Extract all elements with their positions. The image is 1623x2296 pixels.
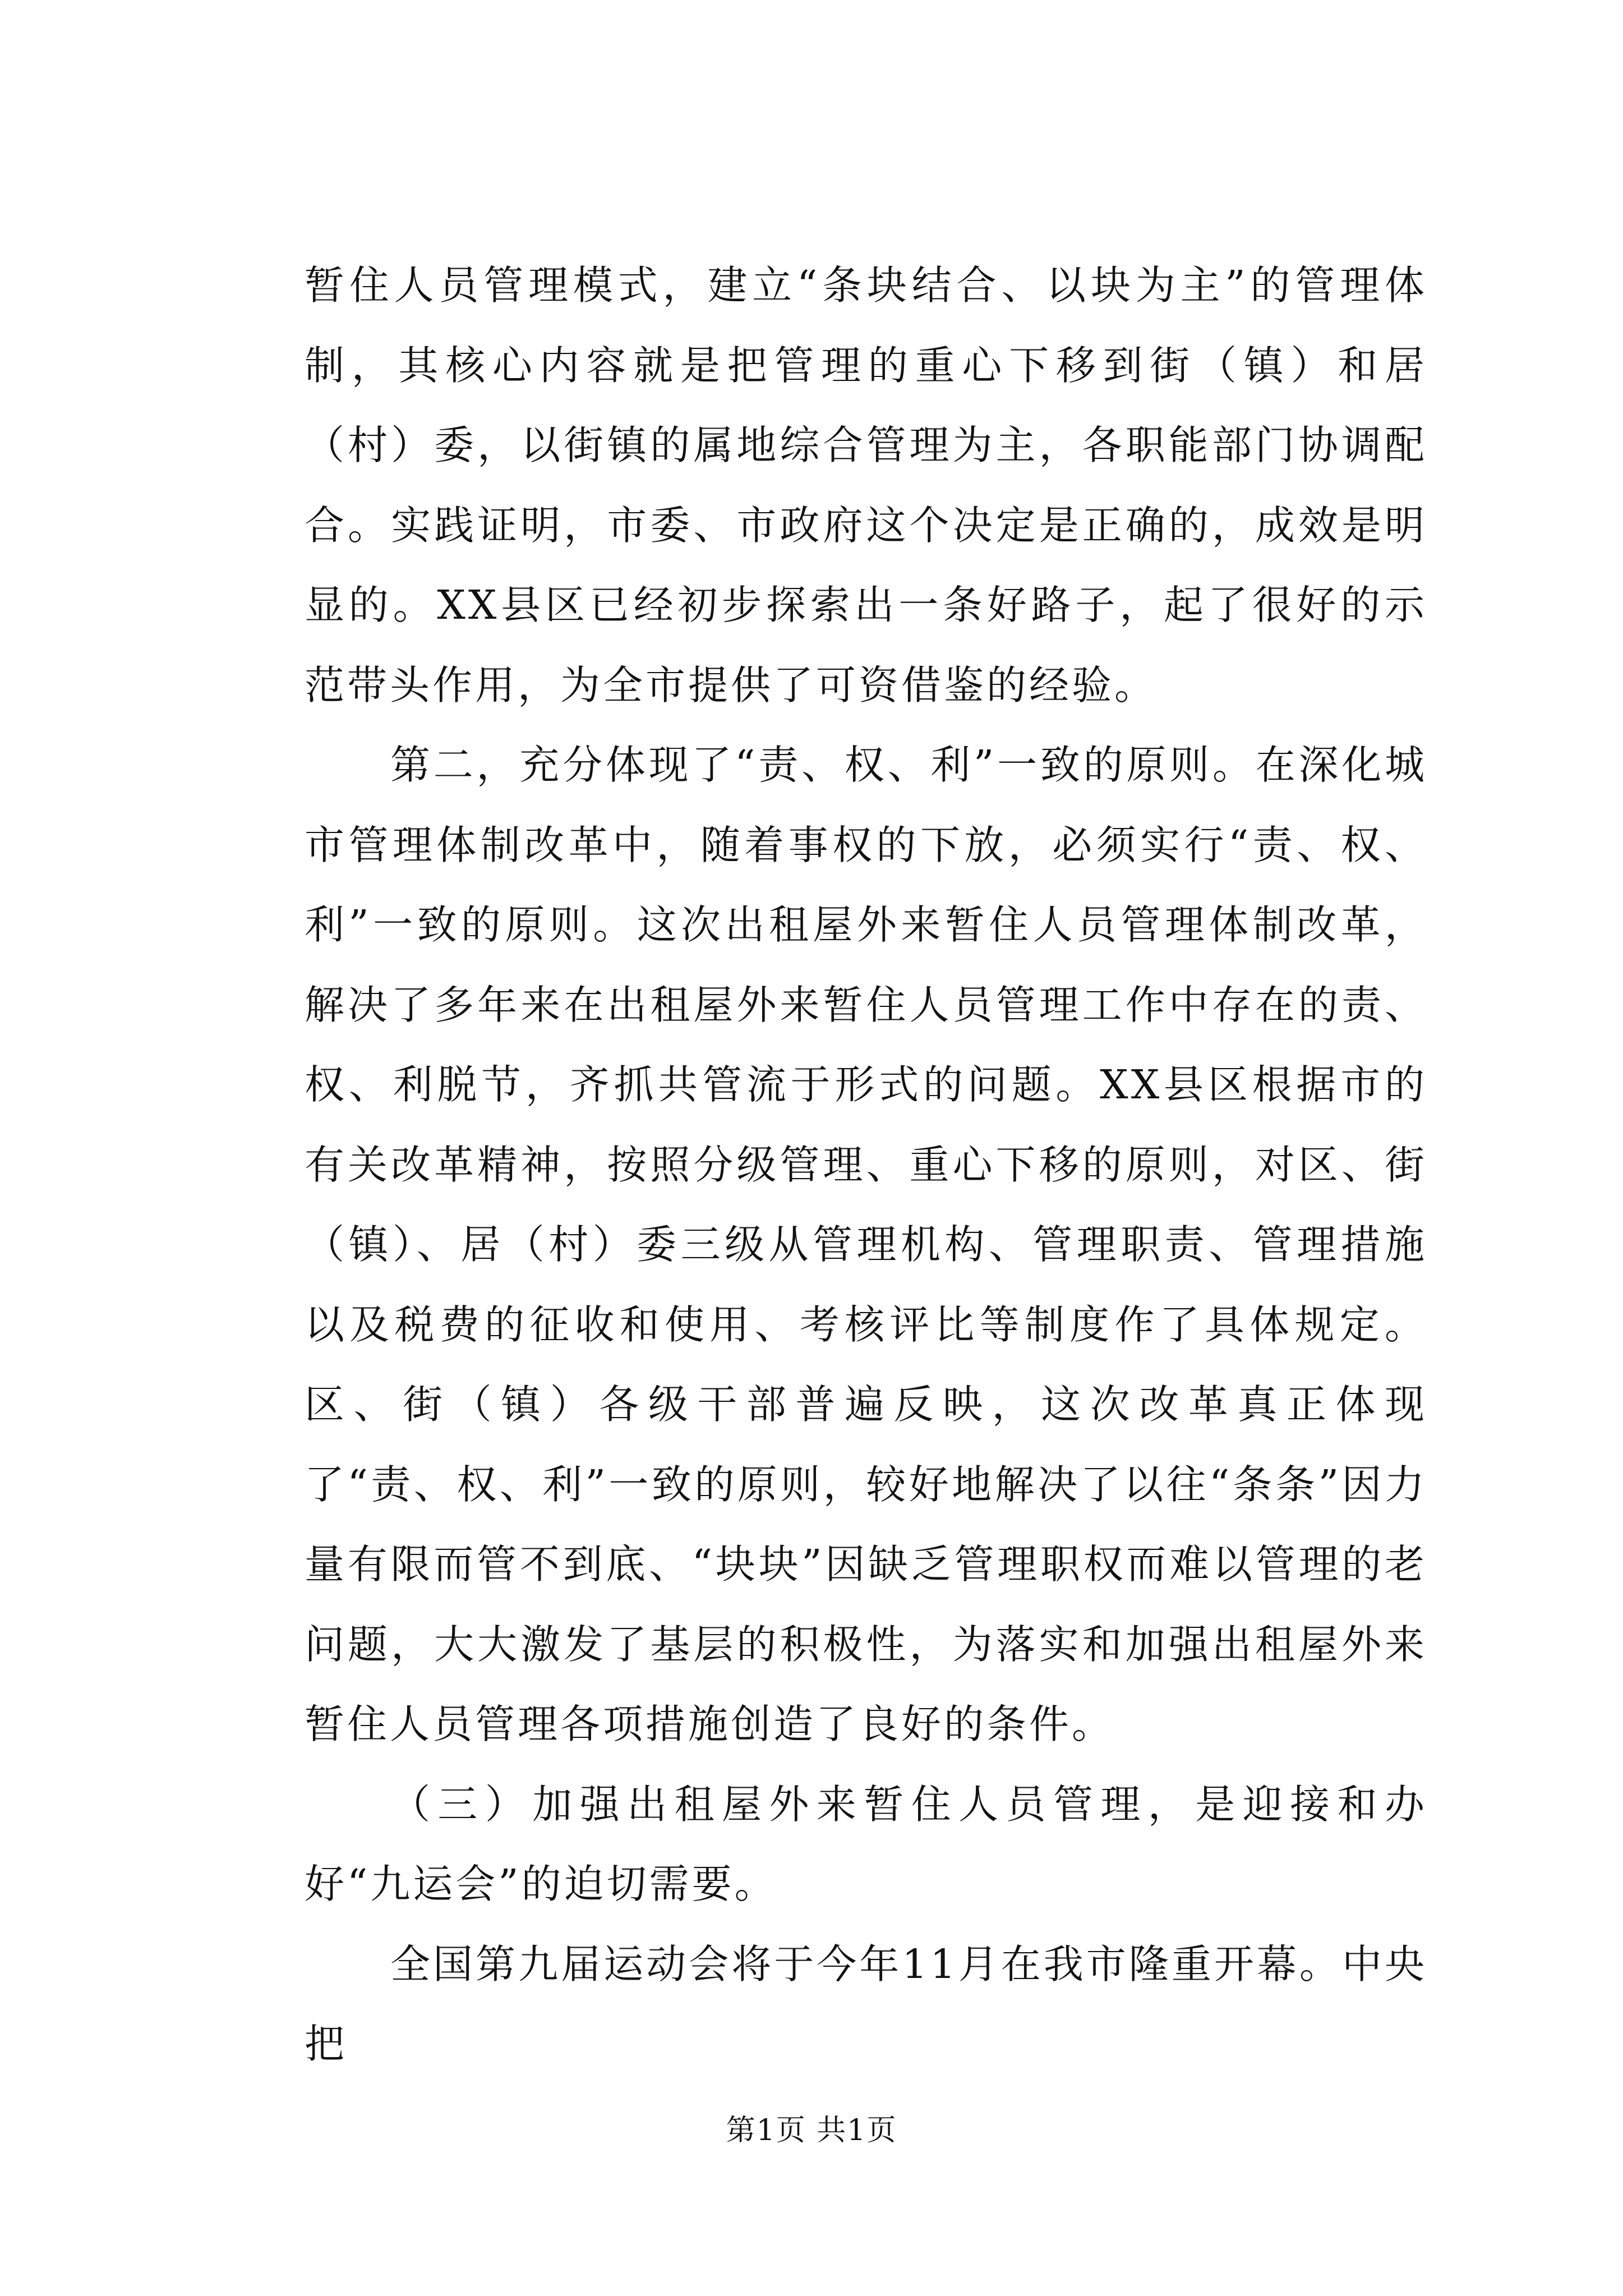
paragraph-second-point: 第二，充分体现了“责、权、利”一致的原则。在深化城市管理体制改革中，随着事权的下放，必须实行“责、权、利”一致的原则。这次出租屋外来暂住人员管理体制改革，解决了多年来在出租屋外来暂住人员管理工作中存在的责、权、利脱节，齐抓共管流于形式的问题。XX县区根据市的有关改革精神，按照分级管理、重心下移的原则，对区、街（镇）、居（村）委三级从管理机构、管理职责、管理措施以及税费的征收和使用、考核评比等制度作了具体规定。区、街（镇）各级干部普遍反映，这次改革真正体现了“责、权、利”一致的原则，较好地解决了以往“条条”因力量有限而管不到底、“块块”因缺乏管理职权而难以管理的老问题，大大激发了基层的积极性，为落实和加强出租屋外来暂住人员管理各项措施创造了良好的条件。 — [305, 742, 1427, 1747]
document-body — [305, 246, 1427, 2085]
paragraph-ninth-games: 全国第九届运动会将于今年11月在我市隆重开幕。中央把 — [305, 1940, 1427, 2067]
page-footer: 第1页 共1页 — [726, 2114, 897, 2147]
paragraph-continued: 暂住人员管理模式，建立“条块结合、以块为主”的管理体制，其核心内容就是把管理的重心下移到街（镇）和居（村）委，以街镇的属地综合管理为主，各职能部门协调配合。实践证明，市委、市政府这个决定是正确的，成效是明显的。XX县区已经初步探索出一条好路子，起了很好的示范带头作用，为全市提供了可资借鉴的经验。 — [305, 262, 1427, 708]
section-heading-three: （三）加强出租屋外来暂住人员管理，是迎接和办好“九运会”的迫切需要。 — [305, 1780, 1427, 1907]
